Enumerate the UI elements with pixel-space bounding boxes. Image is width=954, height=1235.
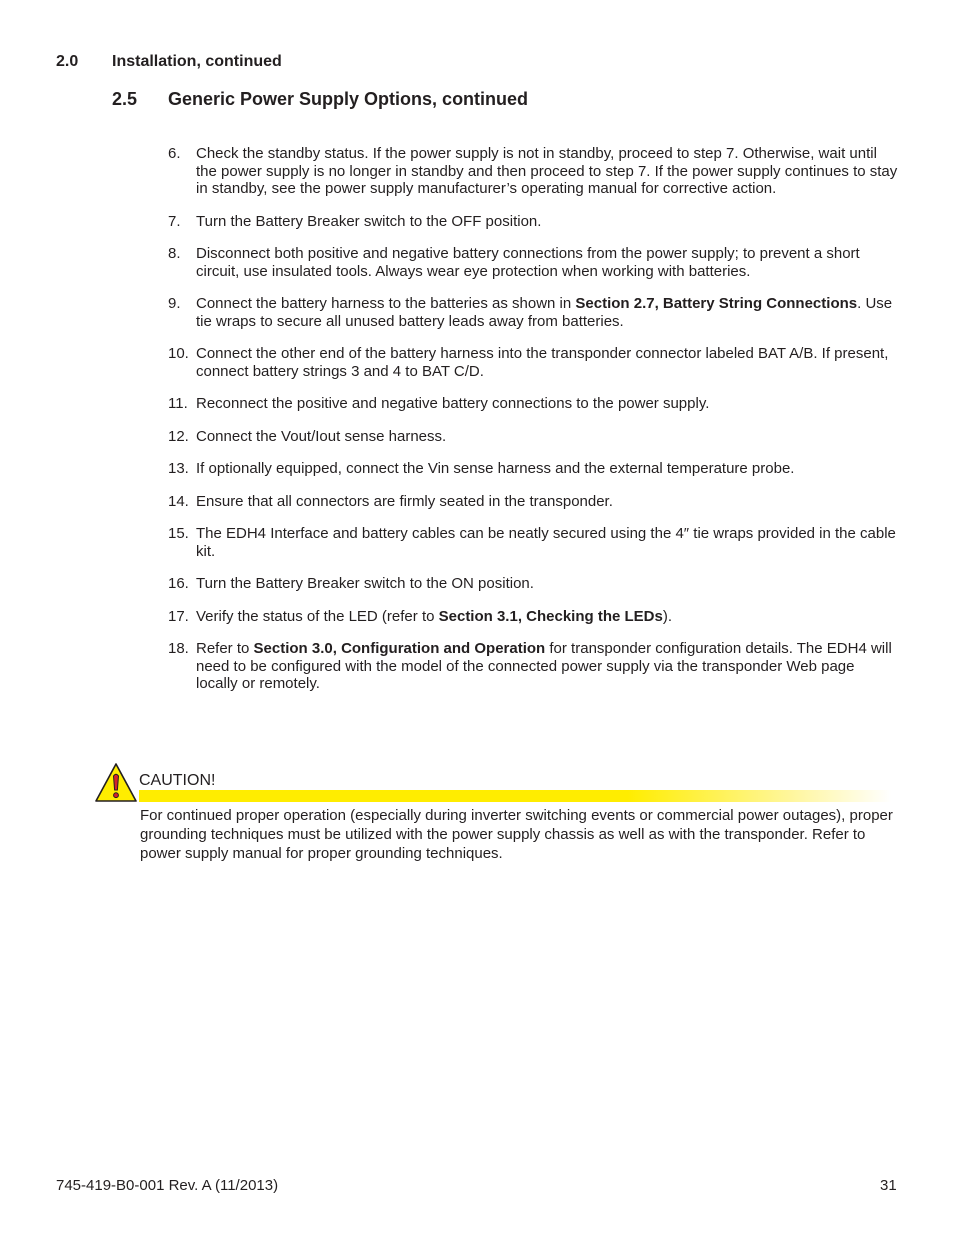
step-item <box>160 395 900 413</box>
step-text: Ensure that all connectors are firmly seated in the transponder. <box>196 492 613 510</box>
step-number: 17. <box>168 607 189 625</box>
caution-bar <box>139 790 891 802</box>
step-number: 16. <box>168 575 189 592</box>
warning-triangle-icon <box>94 762 138 804</box>
step-item <box>160 525 900 560</box>
step-number: 9. <box>168 295 181 312</box>
step-number: 8. <box>168 245 181 262</box>
step-text: Connect the other end of the battery harness into the transponder connector labeled BAT A/B. If present, connect battery strings 3 and 4 to BAT C/D. <box>196 345 889 380</box>
step-item <box>160 493 900 511</box>
page-number: 31 <box>880 1177 897 1194</box>
step-text: Connect the Vout/Iout sense harness. <box>196 427 447 445</box>
step-number: 14. <box>168 492 189 510</box>
step-item <box>160 608 900 626</box>
caution-label: CAUTION! <box>139 772 216 789</box>
section-title: Installation, continued <box>112 53 282 70</box>
step-text: Verify the status of the LED (refer to <box>196 607 439 625</box>
step-item <box>160 213 900 231</box>
step-text: Connect the battery harness to the batteries as shown in <box>196 295 576 312</box>
step-number: 12. <box>168 427 189 445</box>
step-reference: Section 3.0, Configuration and Operation <box>253 640 546 657</box>
step-number: 11. <box>168 395 188 412</box>
step-item <box>160 295 900 330</box>
step-number: 7. <box>168 212 181 230</box>
step-text-after: ). <box>662 607 673 625</box>
step-number: 13. <box>168 460 189 477</box>
step-number: 15. <box>168 525 189 542</box>
step-number: 18. <box>168 640 189 657</box>
step-text-after: for transponder configuration details. The EDH4 will need to be configured with the model of the connected power supply via the transponder Web page locally or remotely. <box>196 640 892 692</box>
step-item <box>160 428 900 446</box>
step-text: Turn the Battery Breaker switch to the ON position. <box>196 575 534 592</box>
caution-text: For continued proper operation (especially during inverter switching events or commercial power outages), proper grounding techniques must be utilized with the power supply chassis as well as with the transponder. Refer to power supply manual for proper grounding techniques. <box>140 807 893 862</box>
subsection-number: 2.5 <box>112 89 138 109</box>
step-text: Refer to <box>196 640 254 657</box>
step-item <box>160 145 900 198</box>
step-number: 10. <box>168 345 189 362</box>
step-text: The EDH4 Interface and battery cables can be neatly secured using the 4″ tie wraps provided in the cable kit. <box>196 525 896 560</box>
step-text: Turn the Battery Breaker switch to the OFF position. <box>196 212 542 230</box>
step-item <box>160 345 900 380</box>
step-text: Check the standby status. If the power supply is not in standby, proceed to step 7. Otherwise, wait until the power supply is no longer in standby and then proceed to step 7. If the power supply continues to stay in standby, see the power supply manufacturer’s operating manual for corrective action. <box>196 145 898 197</box>
step-text-after: . Use tie wraps to secure all unused battery leads away from batteries. <box>196 295 893 330</box>
step-text: Disconnect both positive and negative battery connections from the power supply; to prevent a short circuit, use insulated tools. Always wear eye protection when working with batteries. <box>196 245 860 280</box>
procedure-steps <box>160 145 900 708</box>
subsection-title: Generic Power Supply Options, continued <box>168 89 529 109</box>
step-item <box>160 575 900 593</box>
step-text: Reconnect the positive and negative battery connections to the power supply. <box>196 395 710 412</box>
step-reference: Section 2.7, Battery String Connections <box>575 295 858 312</box>
step-item <box>160 460 900 478</box>
step-item <box>160 640 900 693</box>
section-number: 2.0 <box>56 53 79 70</box>
step-item <box>160 245 900 280</box>
step-reference: Section 3.1, Checking the LEDs <box>438 607 663 625</box>
step-number: 6. <box>168 145 181 162</box>
document-number: 745-419-B0-001 Rev. A (11/2013) <box>56 1177 279 1194</box>
step-text: If optionally equipped, connect the Vin sense harness and the external temperature probe. <box>196 460 795 477</box>
